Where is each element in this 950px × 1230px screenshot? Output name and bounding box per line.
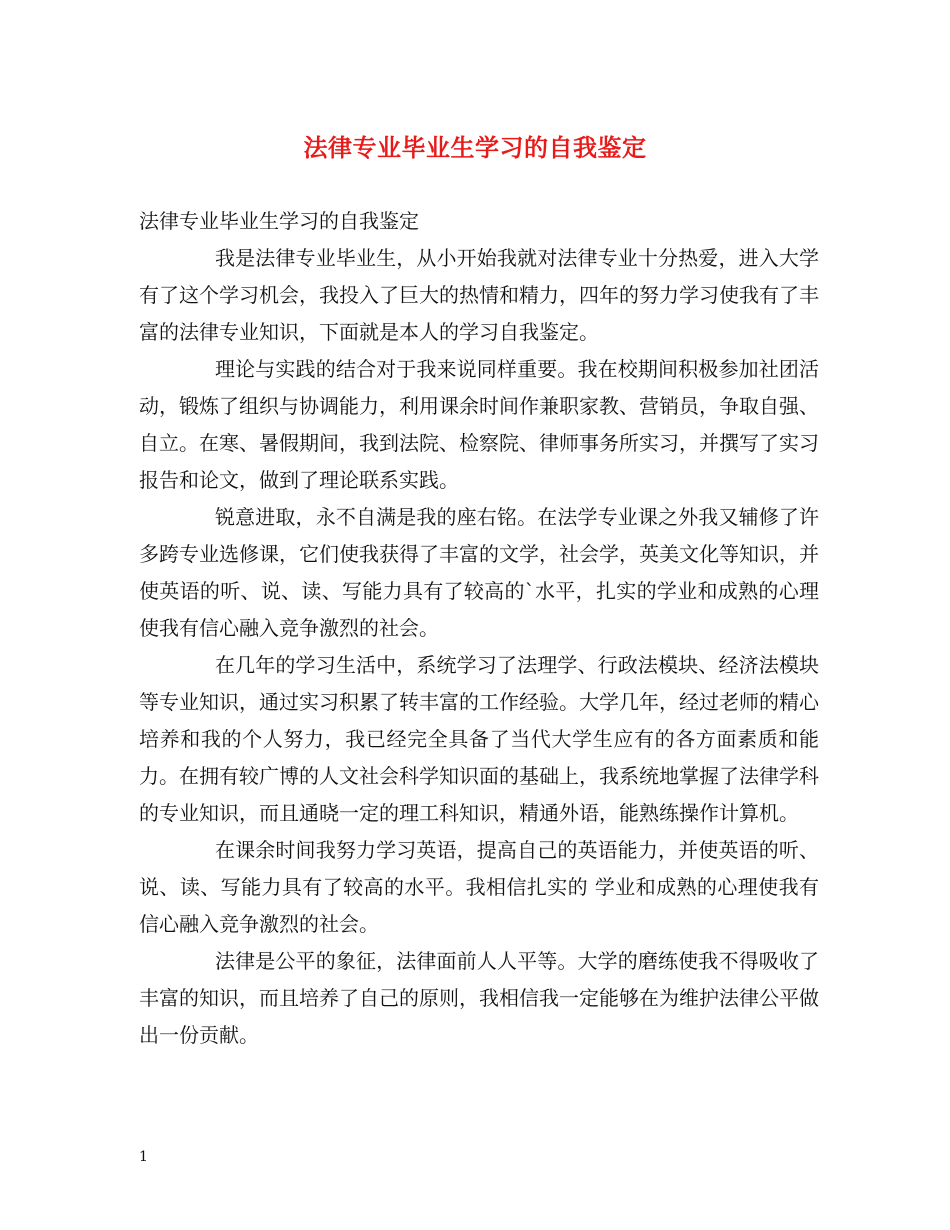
paragraph-5: 在课余时间我努力学习英语，提高自己的英语能力，并使英语的听、说、读、写能力具有了较高的水平。我相信扎实的 学业和成熟的心理使我有信心融入竞争激烈的社会。 <box>139 838 819 936</box>
paragraph-6: 法律是公平的象征，法律面前人人平等。大学的磨练使我不得吸收了丰富的知识，而且培养了自己的原则，我相信我一定能够在为维护法律公平做出一份贡献。 <box>139 949 819 1047</box>
paragraph-2: 理论与实践的结合对于我来说同样重要。我在校期间积极参加社团活动，锻炼了组织与协调能力，利用课余时间作兼职家教、营销员，争取自强、自立。在寒、暑假期间，我到法院、检察院、律师事务所实习，并撰写了实习报告和论文，做到了理论联系实践。 <box>139 357 819 492</box>
paragraph-3: 锐意进取，永不自满是我的座右铭。在法学专业课之外我又辅修了许多跨专业选修课，它们使我获得了丰富的文学，社会学，英美文化等知识，并使英语的听、说、读、写能力具有了较高的`水平，扎实的学业和成熟的心理使我有信心融入竞争激烈的社会。 <box>139 505 819 640</box>
paragraph-1: 我是法律专业毕业生，从小开始我就对法律专业十分热爱，进入大学有了这个学习机会，我投入了巨大的热情和精力，四年的努力学习使我有了丰富的法律专业知识，下面就是本人的学习自我鉴定。 <box>139 246 819 344</box>
document-body <box>139 203 819 1054</box>
document-title: 法律专业毕业生学习的自我鉴定 <box>303 133 647 162</box>
page-number: 1 <box>139 1149 148 1165</box>
paragraph-4: 在几年的学习生活中，系统学习了法理学、行政法模块、经济法模块等专业知识，通过实习积累了转丰富的工作经验。大学几年，经过老师的精心培养和我的个人努力，我已经完全具备了当代大学生应有的各方面素质和能力。在拥有较广博的人文社会科学知识面的基础上，我系统地掌握了法律学科的专业知识，而且通晓一定的理工科知识，精通外语，能熟练操作计算机。 <box>139 653 819 825</box>
document-subtitle: 法律专业毕业生学习的自我鉴定 <box>139 209 419 233</box>
